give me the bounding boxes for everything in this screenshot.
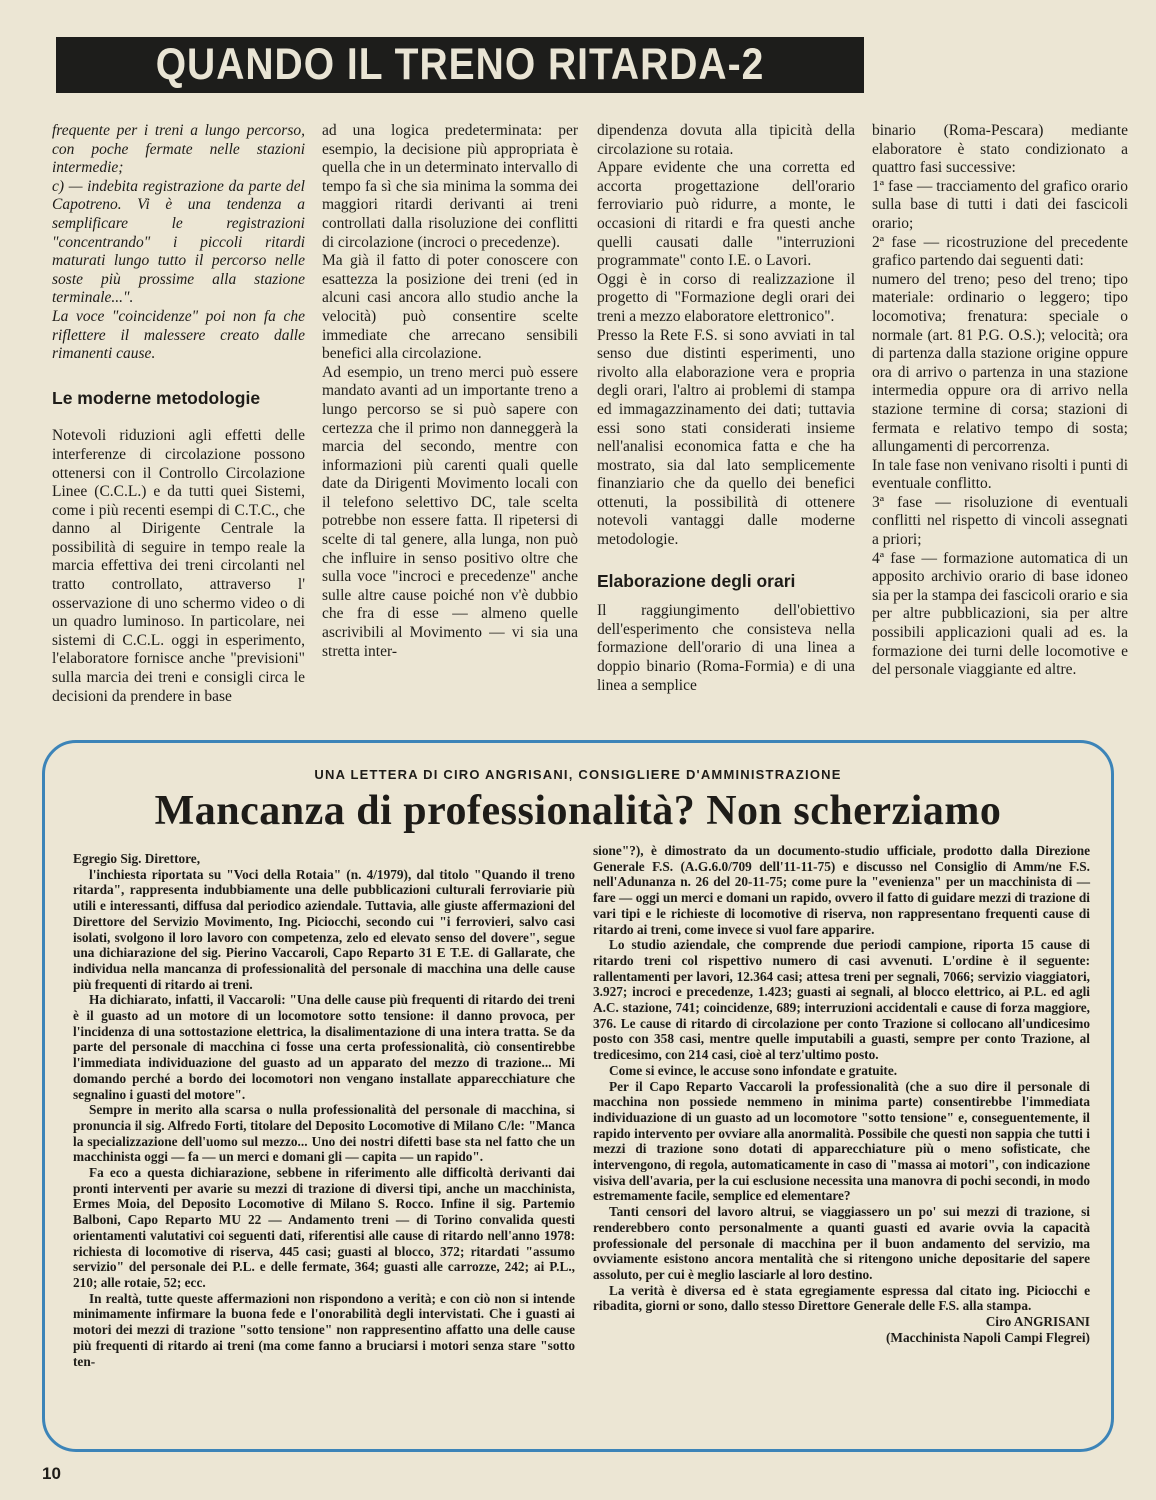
paragraph: ad una logica predeterminata: per esempio, la decisione più appropriata è quella che in un determinato intervallo di tempo fa sì che sia minima la somma dei maggiori ritardi derivanti ai treni controllati dalla risoluzione dei conflitti di circolazione (incroci o precedenze). — [322, 122, 578, 251]
article-header-band — [56, 37, 864, 93]
letter-paragraph: La verità è diversa ed è stata egregiamente espressa dal citato ing. Piciocchi e ribadita, giorni or sono, dallo stesso Direttore Generale delle F.S. alla stampa. — [593, 1282, 1090, 1314]
signature-name: Ciro ANGRISANI — [985, 1314, 1090, 1330]
letter-paragraph: Come si evince, le accuse sono infondate e gratuite. — [609, 1062, 898, 1078]
letter-column-2 — [593, 843, 1090, 1346]
letter-paragraph: Per il Capo Reparto Vaccaroli la professionalità (che a suo dire il personale di macchina non possiede nemmeno in minima parte) consentirebbe l'immediata individuazione di un guasto ad un locomotore "sotto tensione" e, conseguentemente, il rapido intervento per ovviare alla anormalità. Possibile che questi non sappia che tutti i mezzi di trazione sono dotati di apparecchiature più o meno sofisticate, che intervengono, di regola, automaticamente in caso di "massa ai motori", con indicazione visiva dell'avaria, per la cui esclusione necessita una manovra di pochi secondi, in modo estremamente facile, semplice ed elementare? — [593, 1078, 1090, 1204]
section-heading: Elaborazione degli orari — [597, 570, 796, 591]
paragraph: Il raggiungimento dell'obiettivo dell'esperimento che consisteva nella formazione dell'orario di una linea a doppio binario (Roma-Formia) e di una linea a semplice — [597, 602, 855, 694]
letter-paragraph: Tanti censori del lavoro altrui, se viaggiassero un po' sui mezzi di trazione, si renderebbero conto personalmente a quanti guasti ed avarie ovvia la capacità professionale del personale di macchina per il buon andamento del servizio, ma ovviamente esistono ancora mentalità che si ritengono uniche depositarie del sapere assoluto, per cui è meglio lasciarle al loro destino. — [593, 1204, 1090, 1282]
paragraph: La voce "coincidenze" poi non fa che riflettere il malessere creato dalle rimanenti cause. — [52, 307, 305, 363]
paragraph: frequente per i treni a lungo percorso, con poche fermate nelle stazioni intermedie; — [52, 122, 305, 177]
paragraph: 4ª fase — formazione automatica di un apposito archivio orario di base idoneo sia per la stampa dei fascicoli orario e sia per altre pubblicazioni, sia per altre possibili applicazioni quali ad es. la formazione dei turni delle locomotive e del personale viaggiante ed altre. — [872, 549, 1128, 679]
letter-salutation: Egregio Sig. Direttore, — [73, 851, 201, 866]
letter-paragraph: Fa eco a questa dichiarazione, sebbene in riferimento alle difficoltà derivanti dai pronti interventi per avarie su mezzi di trazione di diversi tipi, anche un macchinista, Ermes Moia, del Deposito Locomotive di Milano S. Rocco. Infine il sig. Partemio Balboni, Capo Reparto MU 22 — Andamento treni — di Torino convalida questi orientamenti valutativi coi seguenti dati, riferentisi alle cause di ritardo nell'anno 1978: richiesta di locomotive di riserva, 445 casi; guasti al blocco, 372; ritardati "assumo servizio" del personale dei P.L. e delle fermate, 364; guasti alle carrozze, 242; ai P.L., 210; alle rotaie, 52; ecc. — [73, 1165, 575, 1290]
paragraph: dipendenza dovuta alla tipicità della circolazione su rotaia. — [597, 122, 855, 158]
paragraph: binario (Roma-Pescara) mediante elaboratore è stato condizionato a quattro fasi successive: — [872, 122, 1128, 177]
letter-paragraph: sione"?), è dimostrato da un documento-studio ufficiale, prodotto dalla Direzione Generale F.S. (A.G.6.0/709 dell'11-11-75) e discusso nel Consiglio di Amm/ne F.S. nell'Adunanza n. 26 del 20-11-75; come pure la "evenienza" per un macchinista di — fare — oggi un merci e domani un rapido, ovvero il fatto di guidare mezzi di trazione di vari tipi e le richieste di locomotive di riserva, non rappresentano frequenti cause di ritardo ai treni, come invece si vuol fare apparire. — [593, 843, 1090, 937]
article-column-2 — [322, 122, 578, 661]
letter-kicker: UNA LETTERA DI CIRO ANGRISANI, CONSIGLIERE D'AMMINISTRAZIONE — [314, 767, 842, 782]
letter-paragraph: Sempre in merito alla scarsa o nulla professionalità del personale di macchina, si pronuncia il sig. Alfredo Forti, titolare del Deposito Locomotive di Milano C/le: "Manca la specializzazione dell'uomo sul mezzo... Uno dei nostri difetti base sta nel fatto che un macchinista oggi — fa — un merci e domani gli — capita — un rapido". — [73, 1102, 575, 1165]
letter-column-1 — [73, 851, 575, 1369]
letter-signature — [593, 1314, 1090, 1345]
article-column-4 — [872, 122, 1128, 680]
paragraph: numero del treno; peso del treno; tipo materiale: ordinario o leggero; tipo locomotiva; frenatura: speciale o normale (art. 81 P.G. O.S.); velocità; ora di partenza dalla stazione origine oppure ora di arrivo o partenza in una stazione intermedia oppure ora di arrivo nella stazione termine di corsa; stazioni di fermata e relativo tempo di sosta; allungamenti di percorrenza. — [872, 270, 1128, 456]
paragraph: Presso la Rete F.S. si sono avviati in tal senso due distinti esperimenti, uno rivolto alla elaborazione vera e propria degli orari, l'altro ai problemi di stampa ed immagazzinamento dei dati; tuttavia essi sono stati considerati insieme nell'analisi economica fatta e che ha mostrato, sia dal lato semplicemente finanziario che da quello dei benefici ottenuti, la possibilità di ottenere notevoli vantaggi dalle moderne metodologie. — [597, 326, 855, 549]
letter-paragraph: In realtà, tutte queste affermazioni non rispondono a verità; e con ciò non si intende minimamente infirmare la buona fede e l'onorabilità degli intervistati. Che i guasti ai motori dei mezzi di trazione "sotto tensione" non rappresentino affatto una delle cause più frequenti di ritardo ai treni (ma come fanno a bruciarsi i motori senza stare "sotto ten- — [73, 1290, 575, 1369]
section-heading: Le moderne metodologie — [52, 387, 261, 408]
paragraph: Oggi è in corso di realizzazione il progetto di "Formazione degli orari dei treni a mezzo elaboratore elettronico". — [597, 270, 855, 325]
page-number: 10 — [42, 1464, 61, 1483]
letter-paragraph: Lo studio aziendale, che comprende due periodi campione, riporta 15 cause di ritardo treni col rispettivo numero di casi avvenuti. L'ordine è il seguente: rallentamenti per lavori, 12.364 casi; attesa treni per segnali, 7066; servizio viaggiatori, 3.927; incroci e precedenze, 1.423; guasti ai segnali, al blocco elettrico, ai P.L. ed agli A.C. stazione, 741; coincidenze, 689; interruzioni accidentali e cause di forza maggiore, 376. Le cause di ritardo di circolazione per conto Trazione si collocano all'undicesimo posto con 358 casi, mentre quelle imputabili a guasti, sempre per conto Trazione, al tredicesimo, con 214 casi, cioè al terz'ultimo posto. — [593, 937, 1090, 1063]
signature-role: (Macchinista Napoli Campi Flegrei) — [886, 1329, 1090, 1345]
paragraph: 1ª fase — tracciamento del grafico orario sulla base di tutti i dati dei fascicoli orario; — [872, 177, 1128, 232]
letter-paragraph: l'inchiesta riportata su "Voci della Rotaia" (n. 4/1979), dal titolo "Quando il treno ritarda", rappresenta indubbiamente una delle pubblicazioni culturali ferroviarie più utili e interessanti, diffusa dal periodico aziendale. Tuttavia, alle giuste affermazioni del Direttore del Servizio Movimento, Ing. Piciocchi, secondo cui "i ferrovieri, salvo casi isolati, svolgono il loro lavoro con competenza, zelo ed elevato senso del dovere", segue una dichiarazione del sig. Pierino Vaccaroli, Capo Reparto 31 E T.E. di Gallarate, che individua nella mancanza di professionalità del personale di macchina una delle cause più frequenti di ritardo ai treni. — [73, 866, 575, 992]
paragraph: 2ª fase — ricostruzione del precedente grafico partendo dai seguenti dati: — [872, 233, 1128, 270]
letter-title: Mancanza di professionalità? Non scherziamo — [154, 788, 1002, 834]
article-title: QUANDO IL TRENO RITARDA-2 — [155, 39, 765, 90]
paragraph: Notevoli riduzioni agli effetti delle interferenze di circolazione possono ottenersi con il Controllo Circolazione Linee (C.C.L.) e da tutti quei Sistemi, come i più recenti esempi di C.T.C., che danno al Dirigente Centrale la possibilità di seguire in tempo reale la marcia effettiva dei treni circolanti nel tratto controllato, attraverso l' osservazione di uno schermo video o di un quadro luminoso. In particolare, nei sistemi di C.C.L. oggi in esperimento, l'elaboratore fornisce anche "previsioni" sulla marcia dei treni e consigli circa le decisioni da prendere in base — [52, 427, 305, 705]
paragraph: Appare evidente che una corretta ed accorta progettazione dell'orario ferroviario può ridurre, a monte, le occasioni di ritardi e fra questi anche quelli causati dalle "interruzioni programmate" conto I.E. o Lavori. — [597, 159, 855, 270]
paragraph: In tale fase non venivano risolti i punti di eventuale conflitto. — [872, 456, 1128, 493]
letter-paragraph: Ha dichiarato, infatti, il Vaccaroli: "Una delle cause più frequenti di ritardo dei treni è il guasto ad un motore di un locomotore sotto tensione: il danno provoca, per l'incidenza di una sottostazione elettrica, la disalimentazione di una intera tratta. Se da parte del personale di macchina ci fosse una certa professionalità, ciò consentirebbe l'immediata individuazione del guasto ad un apparato del mezzo di trazione... Mi domando perché a bordo dei locomotori non vengano installate apparecchiature che segnalino i guasti del motore". — [73, 992, 575, 1102]
paragraph: 3ª fase — risoluzione di eventuali conflitti nel rispetto di vincoli assegnati a priori; — [872, 493, 1128, 549]
article-column-3 — [597, 122, 855, 695]
letter-box — [42, 740, 1114, 1452]
paragraph: Ad esempio, un treno merci può essere mandato avanti ad un importante treno a lungo percorso se si può sapere con certezza che il primo non danneggerà la marcia del secondo, mentre con informazioni più carenti quali quelle date da Dirigenti Movimento locali con il telefono selettivo DC, tale scelta potrebbe non essere fatta. Il ripetersi di scelte di tal genere, alla lunga, non può che influire in senso positivo oltre che sulla voce "incroci e precedenze" anche sulle altre cause poiché non v'è dubbio che fra di esse — almeno quelle ascrivibili al Movimento — vi sia una stretta inter- — [322, 363, 578, 660]
paragraph: c) — indebita registrazione da parte del Capotreno. Vi è una tendenza a semplificare le registrazioni "concentrando" i piccoli ritardi maturati lungo tutto il percorso nelle soste più prossime alla stazione terminale...". — [52, 177, 305, 307]
article-column-1 — [52, 122, 305, 706]
paragraph: Ma già il fatto di poter conoscere con esattezza la posizione dei treni (ed in alcuni casi ancora allo studio anche la velocità) può consentire scelte immediate che arrecano sensibili benefici alla circolazione. — [322, 252, 578, 363]
